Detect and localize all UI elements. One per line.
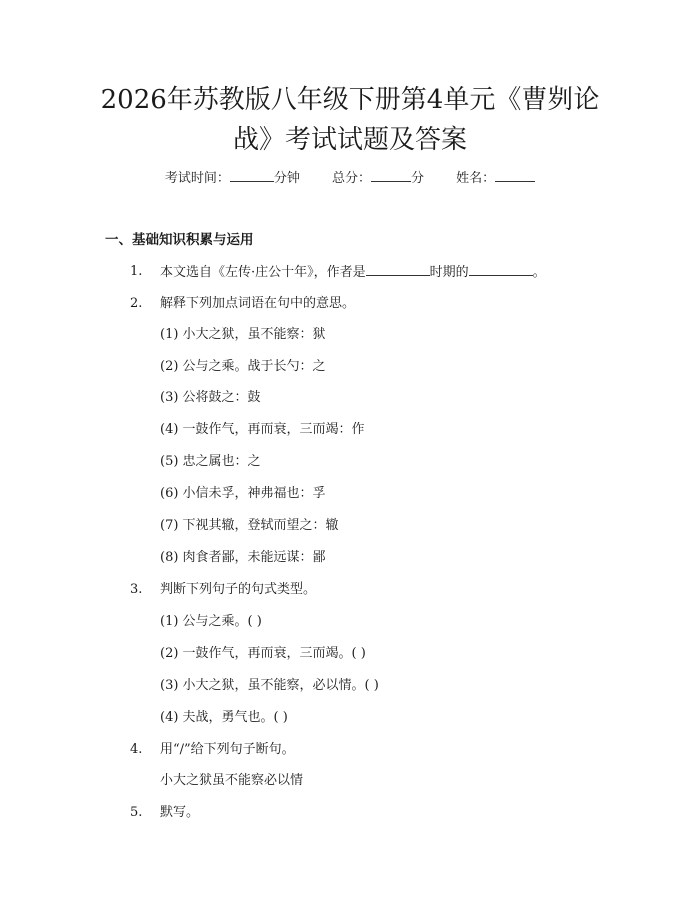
question-2-item: (7) 下视其辙，登轼而望之：辙 (160, 518, 339, 533)
question-4-text: 用“/”给下列句子断句。 (160, 742, 295, 757)
question-3-item: (3) 小大之狱，虽不能察，必以情。( ) (160, 678, 379, 693)
question-3-item: (2) 一鼓作气，再而衰，三而竭。( ) (160, 646, 366, 661)
document-title: 2026年苏教版八年级下册第4单元《曹刿论战》考试试题及答案 (100, 85, 600, 155)
question-2-item: (1) 小大之狱，虽不能察：狱 (160, 327, 326, 342)
question-5-number: 5. (130, 805, 143, 820)
student-name-field (456, 168, 535, 189)
total-score-unit: 分 (411, 171, 425, 186)
question-4-sentence: 小大之狱虽不能察必以情 (160, 773, 304, 788)
question-2-item: (4) 一鼓作气，再而衰，三而竭：作 (160, 422, 365, 437)
question-3-item: (1) 公与之乘。( ) (160, 614, 262, 629)
question-1-number: 1. (130, 264, 143, 279)
question-2-number: 2. (130, 296, 143, 311)
question-1-author-blank (366, 262, 430, 276)
question-3-item: (4) 夫战，勇气也。( ) (160, 710, 288, 725)
question-1-text-b: 时期的 (429, 265, 469, 280)
total-score-field (332, 168, 424, 189)
question-2-item: (8) 肉食者鄙，未能远谋：鄙 (160, 550, 326, 565)
question-4-number: 4. (130, 742, 143, 757)
question-1-text-a: 本文选自《左传·庄公十年》，作者是 (160, 265, 366, 280)
question-1 (160, 262, 546, 283)
question-2-text: 解释下列加点词语在句中的意思。 (160, 296, 356, 311)
question-2-item: (6) 小信未孚，神弗福也：孚 (160, 486, 326, 501)
total-score-label: 总分： (331, 171, 371, 186)
section-heading: 一、基础知识积累与运用 (105, 232, 254, 248)
student-name-label: 姓名： (456, 171, 496, 186)
question-1-period-blank (469, 262, 533, 276)
total-score-blank (371, 168, 411, 182)
exam-time-blank (230, 168, 274, 182)
question-3-text: 判断下列句子的句式类型。 (160, 582, 317, 597)
question-2-item: (3) 公将鼓之：鼓 (160, 390, 261, 405)
question-1-text-c: 。 (532, 265, 546, 280)
question-3-number: 3. (130, 582, 143, 597)
question-5-text: 默写。 (160, 805, 200, 820)
exam-time-unit: 分钟 (273, 171, 300, 186)
exam-time-field (165, 168, 300, 189)
exam-time-label: 考试时间： (164, 171, 230, 186)
student-name-blank (495, 168, 535, 182)
exam-meta (0, 168, 700, 189)
question-2-item: (2) 公与之乘。战于长勺：之 (160, 359, 326, 374)
question-2-item: (5) 忠之属也：之 (160, 454, 261, 469)
